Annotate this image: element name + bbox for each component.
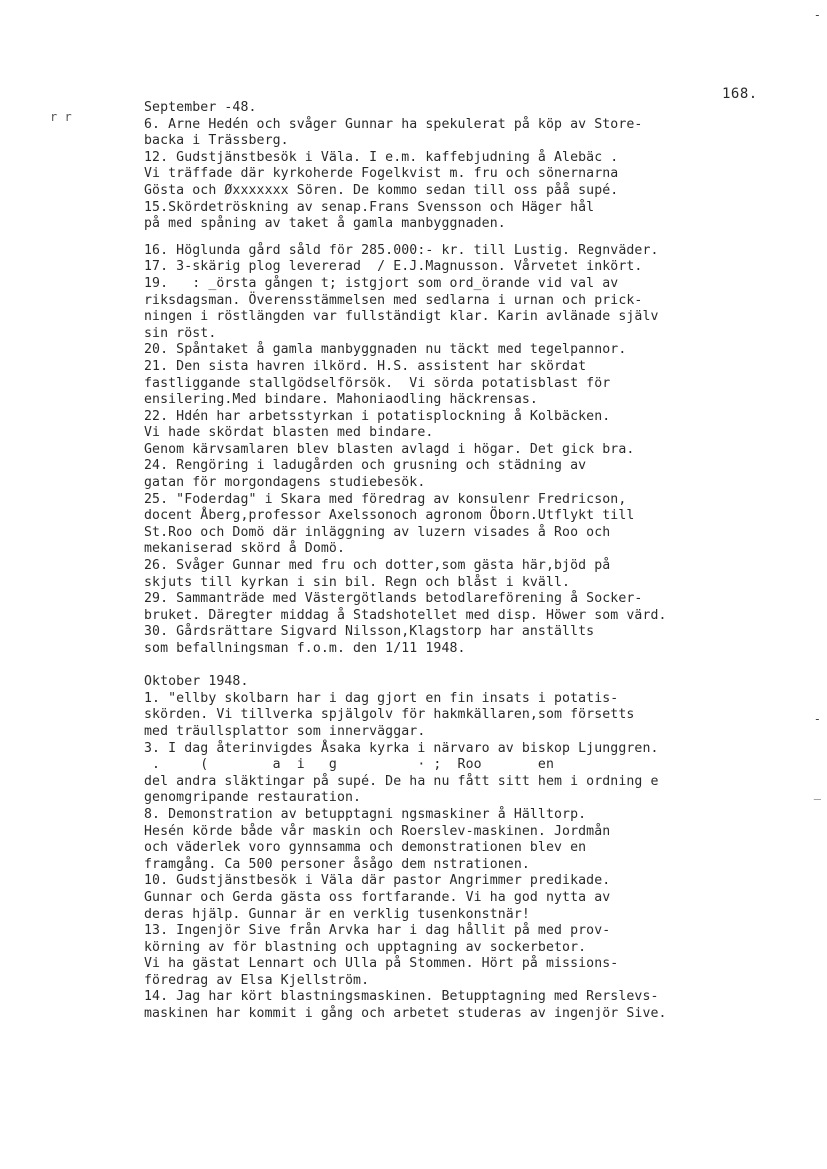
text-line: skörden. Vi tillverka spjälgolv för hakmkällaren,som försetts <box>144 707 635 723</box>
text-line: på med spåning av taket å gamla manbyggnaden. <box>144 216 506 232</box>
text-line: Vi träffade där kyrkoherde Fogelkvist m. fru och sönernarna <box>144 166 619 182</box>
text-line: Oktober 1948. <box>144 674 249 690</box>
text-line: del andra släktingar på supé. De ha nu fått sitt hem i ordning e <box>144 773 659 789</box>
text-line: Vi ha gästat Lennart och Ulla på Stommen. Hört på missions- <box>144 956 619 972</box>
edge-mark-middle: - <box>813 712 821 726</box>
text-line: 3. I dag återinvigdes Åsaka kyrka i närvaro av biskop Ljunggren. <box>144 740 659 756</box>
text-line: 21. Den sista havren ilkörd. H.S. assistent har skördat <box>144 358 587 374</box>
text-line: 8. Demonstration av betupptagni ngsmaskiner å Hälltorp. <box>144 806 587 822</box>
text-line: September -48. <box>144 100 257 115</box>
text-line: 14. Jag har kört blastningsmaskinen. Betupptagning med Rerslevs- <box>144 989 659 1005</box>
text-line: deras hjälp. Gunnar är en verklig tusenkonstnär! <box>144 906 530 922</box>
text-line: 26. Svåger Gunnar med fru och dotter,som gästa här,bjöd på <box>144 558 611 574</box>
text-line: 12. Gudstjänstbesök i Väla. I e.m. kaffebjudning å Alebäc . <box>144 149 619 165</box>
text-line: Hesén körde både vår maskin och Roerslev-maskinen. Jordmån <box>144 823 611 839</box>
edge-mark-lower: _ <box>813 786 821 800</box>
text-line: mekaniserad skörd å Domö. <box>144 541 345 557</box>
text-line: gatan för morgondagens studiebesök. <box>144 475 426 491</box>
text-line: 29. Sammanträde med Västergötlands betodlareförening å Socker- <box>144 591 643 607</box>
text-line: körning av för blastning och upptagning av sockerbetor. <box>144 939 587 955</box>
text-line: backa i Trässberg. <box>144 133 289 149</box>
text-line: sin röst. <box>144 325 217 341</box>
text-line: 22. Hdén har arbetsstyrkan i potatisplockning å Kolbäcken. <box>144 408 611 424</box>
text-line: skjuts till kyrkan i sin bil. Regn och blåst i kväll. <box>144 574 571 590</box>
text-line: 20. Spåntaket å gamla manbyggnaden nu täckt med tegelpannor. <box>144 342 627 358</box>
text-line: framgång. Ca 500 personer åsågo dem nstrationen. <box>144 856 530 872</box>
text-line: med träullsplattor som innerväggar. <box>144 723 426 739</box>
text-line: 24. Rengöring i ladugården och grusning och städning av <box>144 458 587 474</box>
text-line: Gunnar och Gerda gästa oss fortfarande. Vi ha god nytta av <box>144 889 611 905</box>
text-line: 17. 3-skärig plog levererad / E.J.Magnusson. Vårvetet inkört. <box>144 259 643 275</box>
september-entries <box>144 100 804 658</box>
text-line: fastliggande stallgödselförsök. Vi sörda potatisblast för <box>144 375 611 391</box>
page-number: 168. <box>722 86 758 102</box>
section-gap <box>144 658 804 675</box>
text-line: 16. Höglunda gård såld för 285.000:- kr. till Lustig. Regnväder. <box>144 242 659 258</box>
text-line: 13. Ingenjör Sive från Arvka har i dag hållit på med prov- <box>144 923 611 939</box>
october-entries <box>144 674 804 1022</box>
text-line: 25. "Foderdag" i Skara med föredrag av konsulenr Fredricson, <box>144 491 627 507</box>
text-line: ningen i röstlängden var fullständigt klar. Karin avlänade själv <box>144 309 659 325</box>
margin-mark: r r <box>50 110 72 124</box>
text-line: 10. Gudstjänstbesök i Väla där pastor Angrimmer predikade. <box>144 873 611 889</box>
text-line: som befallningsman f.o.m. den 1/11 1948. <box>144 641 466 656</box>
text-line: föredrag av Elsa Kjellström. <box>144 972 370 988</box>
text-line: Genom kärvsamlaren blev blasten avlagd i högar. Det gick bra. <box>144 441 635 457</box>
text-line: och väderlek voro gynnsamma och demonstrationen blev en <box>144 840 587 856</box>
edge-mark-top: - <box>813 8 821 22</box>
text-line: St.Roo och Domö där inläggning av luzern visades å Roo och <box>144 524 611 540</box>
text-line: . ( a i g · ; Roo en <box>144 757 555 773</box>
text-line: ensilering.Med bindare. Mahoniaodling häckrensas. <box>144 392 538 408</box>
text-line: docent Åberg,professor Axelssonoch agronom Öborn.Utflykt till <box>144 508 635 524</box>
text-line: genomgripande restauration. <box>144 790 362 806</box>
text-line: 1. "ellby skolbarn har i dag gjort en fin insats i potatis- <box>144 690 619 706</box>
text-line: maskinen har kommit i gång och arbetet studeras av ingenjör Sive. <box>144 1006 667 1022</box>
text-line: Gösta och Øxxxxxxx Sören. De kommo sedan till oss påå supé. <box>144 182 619 198</box>
diary-text <box>144 100 804 1023</box>
text-line: riksdagsman. Överensstämmelsen med sedlarna i urnan och prick- <box>144 292 643 308</box>
text-line: bruket. Däregter middag å Stadshotellet med disp. Höwer som värd. <box>144 607 667 623</box>
text-line: Vi hade skördat blasten med bindare. <box>144 425 434 441</box>
text-line: 19. : _örsta gången t; istgjort som ord_örande vid val av <box>144 275 619 291</box>
text-line: 15.Skördetröskning av senap.Frans Svensson och Häger hål <box>144 199 595 215</box>
text-line: 6. Arne Hedén och svåger Gunnar ha spekulerat på köp av Store- <box>144 116 643 132</box>
blank-line <box>144 233 804 243</box>
text-line: 30. Gårdsrättare Sigvard Nilsson,Klagstorp har anställts <box>144 624 595 640</box>
